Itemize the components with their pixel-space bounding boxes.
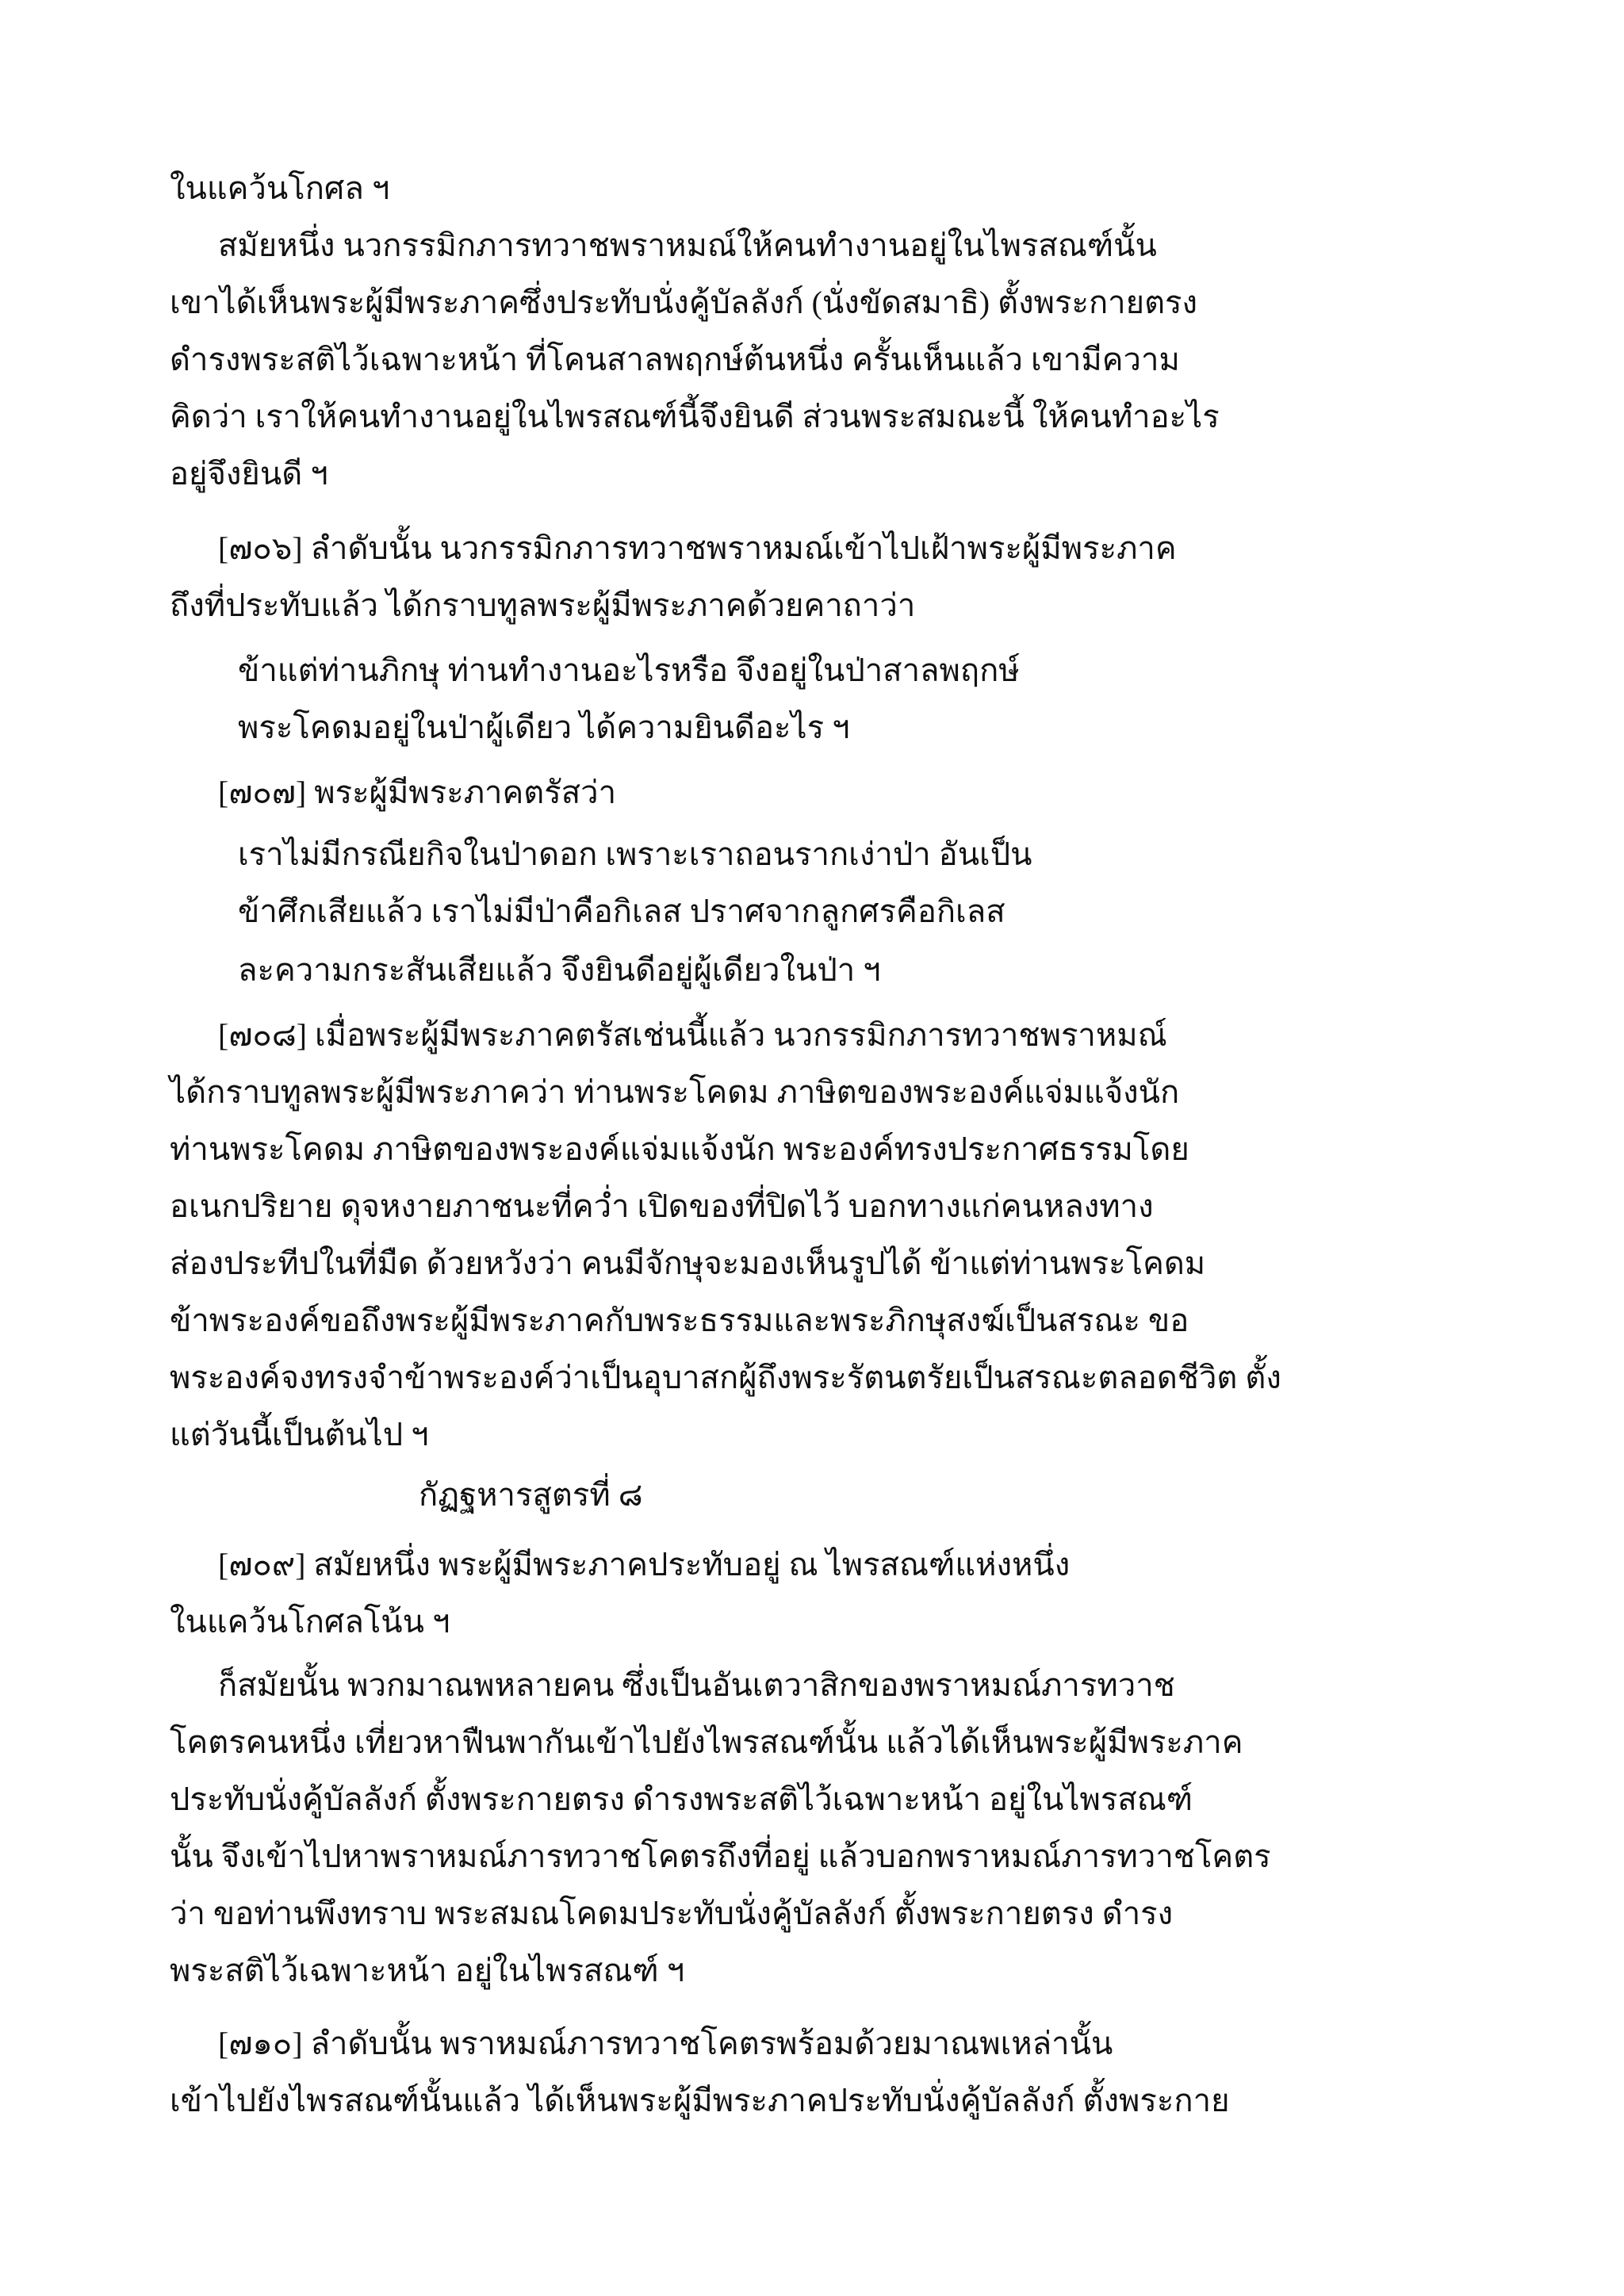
verse-707-heading-line: [๗๐๗] พระผู้มีพระภาคตรัสว่า <box>218 775 617 810</box>
text-line: อเนกปริยาย ดุจหงายภาชนะที่คว่ำ เปิดของที่ปิดไว้ บอกทางแก่คนหลงทาง <box>170 1188 1154 1224</box>
text-line: พระองค์จงทรงจำข้าพระองค์ว่าเป็นอุบาสกผู้ถึงพระรัตนตรัยเป็นสรณะตลอดชีวิต ตั้ง <box>170 1360 1281 1395</box>
verse-line: ละความกระสันเสียแล้ว จึงยินดีอยู่ผู้เดียวในป่า ฯ <box>238 952 881 988</box>
paragraph-start-line: สมัยหนึ่ง นวกรรมิกภารทวาชพราหมณ์ให้คนทำงานอยู่ในไพรสณฑ์นั้น <box>218 228 1157 263</box>
text-line: ได้กราบทูลพระผู้มีพระภาคว่า ท่านพระโคดม ภาษิตของพระองค์แจ่มแจ้งนัก <box>170 1074 1180 1110</box>
text-line: นั้น จึงเข้าไปหาพราหมณ์ภารทวาชโคตรถึงที่อยู่ แล้วบอกพราหมณ์ภารทวาชโคตร <box>170 1839 1271 1874</box>
text-line: ในแคว้นโกศล ฯ <box>170 170 390 206</box>
text-line: ข้าพระองค์ขอถึงพระผู้มีพระภาคกับพระธรรมและพระภิกษุสงฆ์เป็นสรณะ ขอ <box>170 1303 1189 1338</box>
verse-710-heading-line: [๗๑๐] ลำดับนั้น พราหมณ์ภารทวาชโคตรพร้อมด้วยมาณพเหล่านั้น <box>218 2026 1113 2061</box>
verse-line: พระโคดมอยู่ในป่าผู้เดียว ได้ความยินดีอะไร ฯ <box>238 710 850 745</box>
text-line: แต่วันนี้เป็นต้นไป ฯ <box>170 1417 429 1452</box>
text-line: โคตรคนหนึ่ง เที่ยวหาฟืนพากันเข้าไปยังไพรสณฑ์นั้น แล้วได้เห็นพระผู้มีพระภาค <box>170 1724 1243 1760</box>
text-line: เขาได้เห็นพระผู้มีพระภาคซึ่งประทับนั่งคู้บัลลังก์ (นั่งขัดสมาธิ) ตั้งพระกายตรง <box>170 285 1198 320</box>
text-line: เข้าไปยังไพรสณฑ์นั้นแล้ว ได้เห็นพระผู้มีพระภาคประทับนั่งคู้บัลลังก์ ตั้งพระกาย <box>170 2083 1230 2118</box>
text-line: อยู่จึงยินดี ฯ <box>170 456 328 492</box>
text-line: ถึงที่ประทับแล้ว ได้กราบทูลพระผู้มีพระภาคด้วยคาถาว่า <box>170 587 916 623</box>
text-line: พระสติไว้เฉพาะหน้า อยู่ในไพรสณฑ์ ฯ <box>170 1953 685 1988</box>
text-line: ว่า ขอท่านพึงทราบ พระสมณโคดมประทับนั่งคู้บัลลังก์ ตั้งพระกายตรง ดำรง <box>170 1896 1174 1931</box>
sutta-title: กัฏฐหารสูตรที่ ๘ <box>419 1477 643 1513</box>
verse-709-heading-line: [๗๐๙] สมัยหนึ่ง พระผู้มีพระภาคประทับอยู่ ณ ไพรสณฑ์แห่งหนึ่ง <box>218 1547 1071 1582</box>
paragraph-start-line: ก็สมัยนั้น พวกมาณพหลายคน ซึ่งเป็นอันเตวาสิกของพราหมณ์ภารทวาช <box>218 1667 1175 1703</box>
text-line: ส่องประทีปในที่มืด ด้วยหวังว่า คนมีจักษุจะมองเห็นรูปได้ ข้าแต่ท่านพระโคดม <box>170 1246 1206 1281</box>
text-line: ดำรงพระสติไว้เฉพาะหน้า ที่โคนสาลพฤกษ์ต้นหนึ่ง ครั้นเห็นแล้ว เขามีความ <box>170 342 1180 377</box>
verse-line: ข้าศึกเสียแล้ว เราไม่มีป่าคือกิเลส ปราศจากลูกศรคือกิเลส <box>238 894 1005 929</box>
verse-708-heading-line: [๗๐๘] เมื่อพระผู้มีพระภาคตรัสเช่นนี้แล้ว นวกรรมิกภารทวาชพราหมณ์ <box>218 1017 1167 1053</box>
verse-line: ข้าแต่ท่านภิกษุ ท่านทำงานอะไรหรือ จึงอยู่ในป่าสาลพฤกษ์ <box>238 652 1020 688</box>
text-line: ประทับนั่งคู้บัลลังก์ ตั้งพระกายตรง ดำรงพระสติไว้เฉพาะหน้า อยู่ในไพรสณฑ์ <box>170 1781 1193 1817</box>
verse-line: เราไม่มีกรณียกิจในป่าดอก เพราะเราถอนรากเง่าป่า อันเป็น <box>238 836 1032 872</box>
text-line: ในแคว้นโกศลโน้น ฯ <box>170 1604 450 1640</box>
verse-706-heading-line: [๗๐๖] ลำดับนั้น นวกรรมิกภารทวาชพราหมณ์เข้าไปเฝ้าพระผู้มีพระภาค <box>218 530 1177 566</box>
text-line: คิดว่า เราให้คนทำงานอยู่ในไพรสณฑ์นี้จึงยินดี ส่วนพระสมณะนี้ ให้คนทำอะไร <box>170 399 1220 434</box>
text-line: ท่านพระโคดม ภาษิตของพระองค์แจ่มแจ้งนัก พระองค์ทรงประกาศธรรมโดย <box>170 1131 1189 1167</box>
